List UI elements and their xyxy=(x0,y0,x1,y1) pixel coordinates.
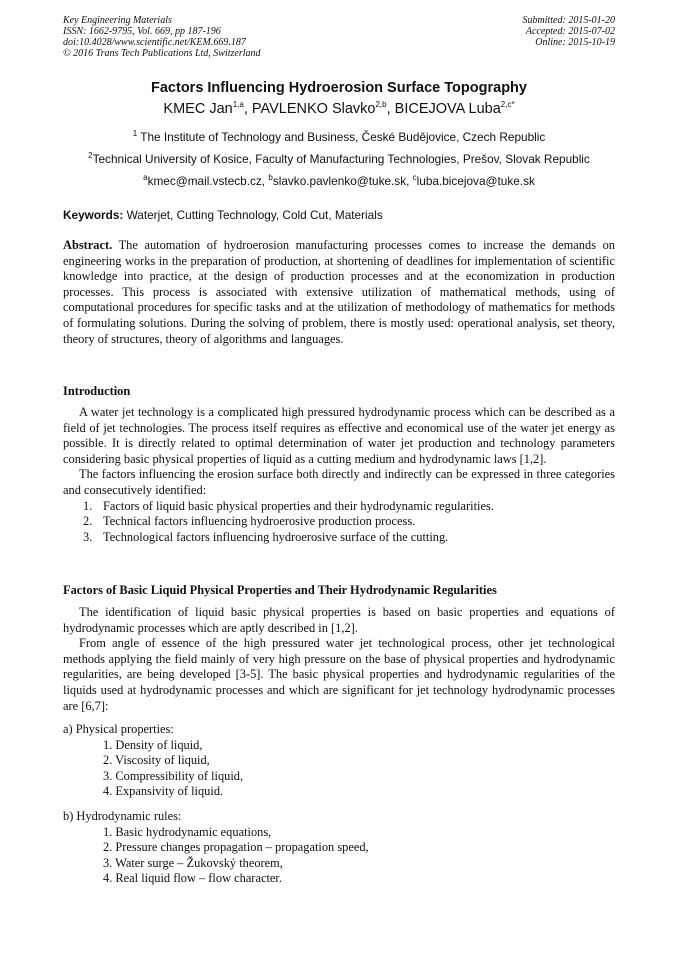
abstract-text: The automation of hydroerosion manufacturing processes comes to increase the demands on engineering works in the preparation of production, at shortening of deadlines for implementation of scientific knowledge into practice, at the design of production processes and at the economization in production processes. This process is associated with extensive utilization of mathematical methods, using of computational procedures for specific tasks and at the utilization of methodology of mathematics for methods of formulating solutions. During the solving of problem, there is mostly used: operational analysis, set theory, theory of structures, theory of algorithms and languages. xyxy=(63,238,615,346)
email-list xyxy=(0,174,678,188)
author-sup: 2,b xyxy=(375,100,387,110)
list-text: Factors of liquid basic physical properties and their hydrodynamic regularities. xyxy=(103,498,494,513)
list-item: 2. Pressure changes propagation – propagation speed, xyxy=(103,840,369,855)
keywords-text: Waterjet, Cutting Technology, Cold Cut, Materials xyxy=(123,208,383,222)
paragraph: The factors influencing the erosion surface both directly and indirectly can be expressed in three categories and consecutively identified: xyxy=(63,467,615,497)
submitted-date: Submitted: 2015-01-20 xyxy=(522,15,615,26)
keywords-label: Keywords: xyxy=(63,208,124,222)
paper-title: Factors Influencing Hydroerosion Surface Topography xyxy=(151,80,527,96)
paragraph: From angle of essence of the high pressured water jet technological process, other jet technological methods applying the field mainly of very high pressure on the base of physical properties and hydrodynamic regularities, are being developed [3-5]. The basic physical properties and hydrodynamic regularities of the liquids used at hydrodynamic processes and which are significant for jet technology hydrodynamic processes are [6,7]: xyxy=(63,636,615,713)
abstract xyxy=(63,238,615,347)
hydrodynamic-rules-list xyxy=(63,809,615,887)
list-item: 2. Viscosity of liquid, xyxy=(103,753,210,768)
author-sup: 1,a xyxy=(232,100,244,110)
author-name: KMEC Jan xyxy=(163,101,233,117)
email-sup: a xyxy=(143,173,148,183)
affiliation-sup: 1 xyxy=(132,129,138,139)
affiliation-sup: 2 xyxy=(88,151,93,161)
list-label: a) Physical properties: xyxy=(63,722,174,736)
list-number: 3. xyxy=(83,529,93,544)
list-item xyxy=(63,530,615,546)
email-link[interactable]: luba.bicejova@tuke.sk xyxy=(416,174,535,188)
list-item: 4. Expansivity of liquid. xyxy=(103,784,224,799)
email-link[interactable]: slavko.pavlenko@tuke.sk, xyxy=(272,174,413,188)
journal-doi[interactable]: doi:10.4028/www.scientific.net/KEM.669.187 xyxy=(63,37,246,48)
list-item: 3. Compressibility of liquid, xyxy=(103,768,244,783)
paragraph: A water jet technology is a complicated high pressured hydrodynamic process which can be described as a field of jet technologies. The process itself requires as effective and economical use of the water jet energy as possible. It is directly related to optimal determination of water jet production and technology parameters considering basic physical properties of liquid as a cutting medium and hydrodynamic laws [1,2]. xyxy=(63,405,615,466)
journal-name: Key Engineering Materials xyxy=(63,15,172,26)
journal-issn: ISSN: 1662-9795, Vol. 669, pp 187-196 xyxy=(63,26,221,37)
list-number: 1. xyxy=(83,498,93,513)
factor-list xyxy=(63,499,615,546)
author-name: BICEJOVA Luba xyxy=(394,101,501,117)
list-text: Technological factors influencing hydroerosive surface of the cutting. xyxy=(103,529,449,544)
journal-info xyxy=(63,15,261,59)
accepted-date: Accepted: 2015-07-02 xyxy=(525,26,615,37)
abstract-label: Abstract. xyxy=(63,238,113,252)
affiliation xyxy=(0,130,678,144)
affiliation xyxy=(0,152,678,166)
section-heading: Factors of Basic Liquid Physical Properties and Their Hydrodynamic Regularities xyxy=(63,583,497,597)
email-sup: c xyxy=(412,173,417,183)
publication-dates xyxy=(523,15,616,48)
section2-body xyxy=(63,605,615,714)
list-item xyxy=(63,499,615,515)
author-sup: 2,c* xyxy=(500,100,515,110)
introduction-body xyxy=(63,405,615,545)
keywords xyxy=(63,208,383,222)
section-heading: Introduction xyxy=(63,384,131,398)
online-date: Online: 2015-10-19 xyxy=(535,37,615,48)
list-text: Technical factors influencing hydroerosive production process. xyxy=(103,514,416,529)
list-label: b) Hydrodynamic rules: xyxy=(63,809,182,823)
list-item: 1. Density of liquid, xyxy=(103,737,203,752)
list-item: 3. Water surge – Žukovský theorem, xyxy=(103,855,283,870)
list-item: 4. Real liquid flow – flow character. xyxy=(103,871,282,886)
list-item xyxy=(63,514,615,530)
affiliation-text: The Institute of Technology and Business, České Budějovice, Czech Republic xyxy=(140,130,546,144)
author-list xyxy=(0,101,678,117)
list-number: 2. xyxy=(83,514,93,529)
journal-copyright: © 2016 Trans Tech Publications Ltd, Switzerland xyxy=(63,48,261,59)
author-name: PAVLENKO Slavko xyxy=(251,101,376,117)
paragraph: The identification of liquid basic physical properties is based on basic properties and equations of hydrodynamic processes which are aptly described in [1,2]. xyxy=(63,605,615,635)
email-sup: b xyxy=(268,173,273,183)
author-sep: , xyxy=(386,101,395,117)
physical-properties-list xyxy=(63,722,615,800)
email-link[interactable]: kmec@mail.vstecb.cz, xyxy=(147,174,269,188)
affiliation-text: Technical University of Kosice, Faculty of Manufacturing Technologies, Prešov, Slovak Republic xyxy=(92,152,590,166)
list-item: 1. Basic hydrodynamic equations, xyxy=(103,824,272,839)
author-sep: , xyxy=(243,101,252,117)
